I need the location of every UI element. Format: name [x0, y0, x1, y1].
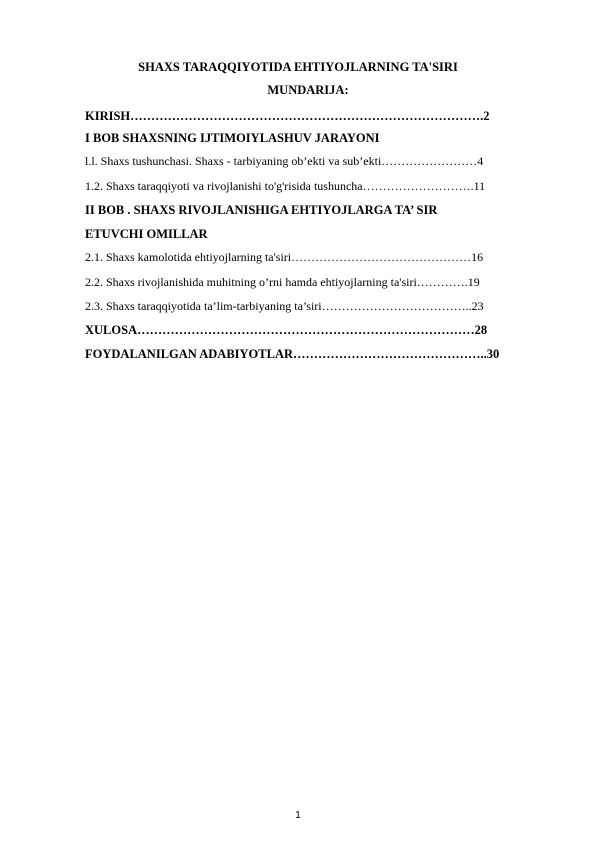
toc-entry-2-2[interactable]: 2.2. Shaxs rivojlanishida muhitning o’rni hamda ehtiyojlarning ta'siri………….19 — [85, 275, 480, 289]
toc-entry-2-1[interactable]: 2.1. Shaxs kamolotida ehtiyojlarning ta'siri………………………………………16 — [85, 250, 484, 264]
toc-chapter-2-cont[interactable]: ETUVCHI OMILLAR — [85, 227, 208, 241]
page-number: 1 — [295, 810, 301, 821]
toc-entry-2-3[interactable]: 2.3. Shaxs taraqqiyotida ta’lim-tarbiyaning ta’siri………………………………..23 — [85, 299, 484, 313]
toc-heading: MUNDARIJA: — [267, 83, 349, 97]
toc-chapter-1[interactable]: I BOB SHAXSNING IJTIMOIYLASHUV JARAYONI — [85, 131, 380, 145]
toc-entry-1-2[interactable]: 1.2. Shaxs taraqqiyoti va rivojlanishi to'g'risida tushuncha……………………….11 — [85, 179, 486, 193]
toc-entry-xulosa[interactable]: XULOSA………………………………………………………………………28 — [85, 323, 488, 337]
toc-entry-1-1[interactable]: l.l. Shaxs tushunchasi. Shaxs - tarbiyaning ob’ekti va sub’ekti……………………4 — [85, 154, 484, 168]
toc-chapter-2[interactable]: II BOB . SHAXS RIVOJLANISHIGA EHTIYOJLARGA TA’ SIR — [85, 203, 438, 217]
document-title: SHAXS TARAQQIYOTIDA EHTIYOJLARNING TA'SIRI — [138, 60, 458, 74]
toc-entry-kirish[interactable]: KIRISH………………………………………………………………………….2 — [85, 109, 490, 123]
toc-entry-adabiyotlar[interactable]: FOYDALANILGAN ADABIYOTLAR………………………………………..30 — [85, 347, 500, 361]
